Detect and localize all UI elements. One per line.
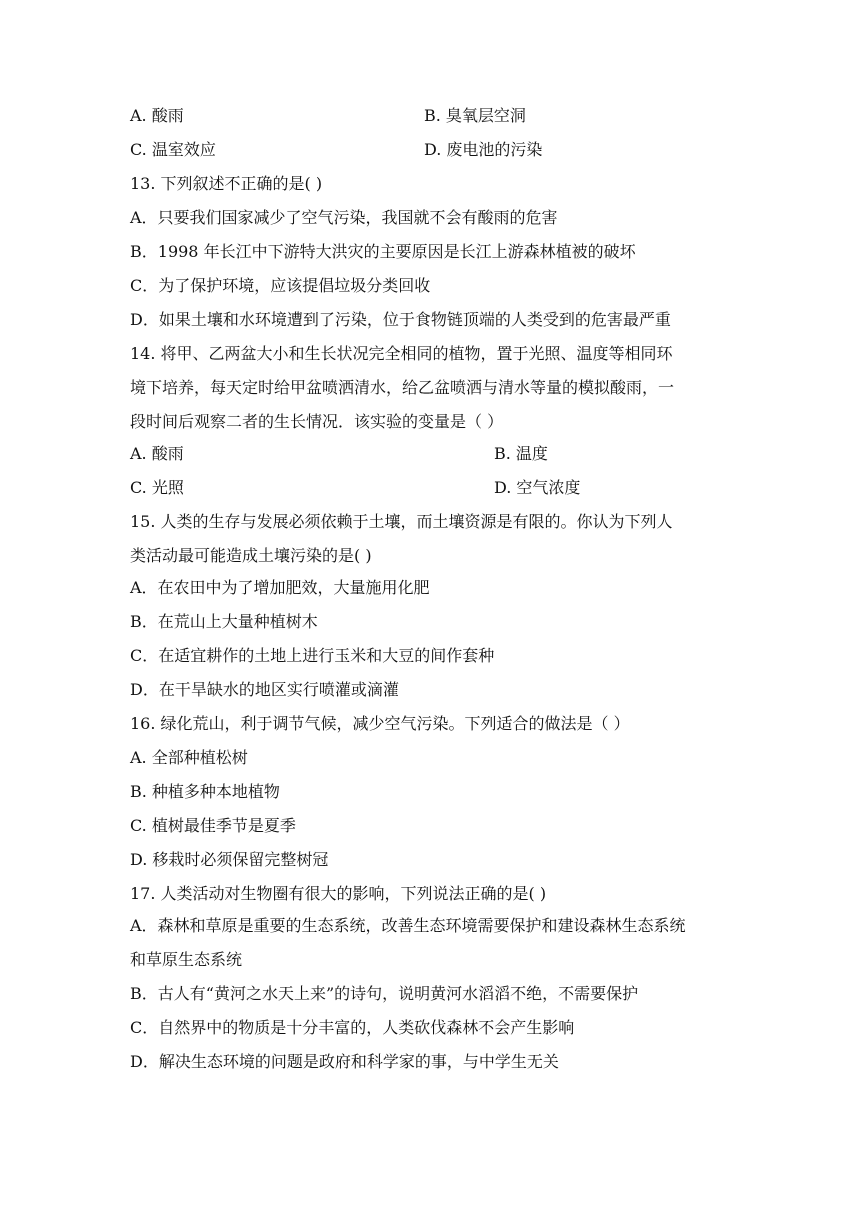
q14-stem-line-2: 境下培养，每天定时给甲盆喷洒清水，给乙盆喷洒与清水等量的模拟酸雨，一 bbox=[130, 378, 675, 397]
q14-option-b: B. 温度 bbox=[494, 444, 548, 463]
q12-option-row-2 bbox=[130, 140, 730, 160]
q16-option-a: A. 全部种植松树 bbox=[130, 748, 248, 767]
q13-option-c: C．为了保护环境，应该提倡垃圾分类回收 bbox=[130, 276, 431, 295]
q17-option-a-line-1: A．森林和草原是重要的生态系统，改善生态环境需要保护和建设森林生态系统 bbox=[130, 916, 686, 935]
q15-option-d: D．在干旱缺水的地区实行喷灌或滴灌 bbox=[130, 680, 399, 699]
q14-option-row-2 bbox=[130, 478, 730, 498]
q12-option-c: C. 温室效应 bbox=[130, 140, 216, 159]
q14-stem-line-1: 14. 将甲、乙两盆大小和生长状况完全相同的植物，置于光照、温度等相同环 bbox=[130, 344, 673, 363]
q15-option-b: B．在荒山上大量种植树木 bbox=[130, 612, 318, 631]
q13-option-a: A．只要我们国家减少了空气污染，我国就不会有酸雨的危害 bbox=[130, 208, 558, 227]
q17-option-c: C．自然界中的物质是十分丰富的，人类砍伐森林不会产生影响 bbox=[130, 1018, 575, 1037]
q13-stem: 13. 下列叙述不正确的是( ) bbox=[130, 174, 323, 193]
q17-option-d: D．解决生态环境的问题是政府和科学家的事，与中学生无关 bbox=[130, 1052, 559, 1071]
q13-option-b: B．1998 年长江中下游特大洪灾的主要原因是长江上游森林植被的破坏 bbox=[130, 242, 636, 261]
q16-option-b: B. 种植多种本地植物 bbox=[130, 782, 280, 801]
q14-stem-line-3: 段时间后观察二者的生长情况．该实验的变量是（ ） bbox=[130, 412, 504, 431]
q12-option-row-1 bbox=[130, 106, 730, 126]
q14-option-d: D. 空气浓度 bbox=[494, 478, 581, 497]
q12-option-a: A. 酸雨 bbox=[130, 106, 184, 125]
q15-option-a: A．在农田中为了增加肥效，大量施用化肥 bbox=[130, 578, 430, 597]
q14-option-c: C. 光照 bbox=[130, 478, 184, 497]
q16-option-c: C. 植树最佳季节是夏季 bbox=[130, 816, 296, 835]
q12-option-d: D. 废电池的污染 bbox=[424, 140, 543, 159]
q17-option-a-line-2: 和草原生态系统 bbox=[130, 950, 243, 969]
q17-stem: 17. 人类活动对生物圈有很大的影响，下列说法正确的是( ) bbox=[130, 884, 547, 903]
q14-option-row-1 bbox=[130, 444, 730, 464]
q14-option-a: A. 酸雨 bbox=[130, 444, 184, 463]
q15-option-c: C．在适宜耕作的土地上进行玉米和大豆的间作套种 bbox=[130, 646, 495, 665]
q15-stem-line-2: 类活动最可能造成土壤污染的是( ) bbox=[130, 546, 372, 565]
q15-stem-line-1: 15. 人类的生存与发展必须依赖于土壤，而土壤资源是有限的。你认为下列人 bbox=[130, 512, 673, 531]
q17-option-b: B．古人有“黄河之水天上来”的诗句，说明黄河水滔滔不绝，不需要保护 bbox=[130, 984, 639, 1003]
q16-stem: 16. 绿化荒山，利于调节气候，减少空气污染。下列适合的做法是（ ） bbox=[130, 714, 630, 733]
q13-option-d: D．如果土壤和水环境遭到了污染，位于食物链顶端的人类受到的危害最严重 bbox=[130, 310, 671, 329]
q16-option-d: D. 移栽时必须保留完整树冠 bbox=[130, 850, 329, 869]
q12-option-b: B. 臭氧层空洞 bbox=[424, 106, 526, 125]
